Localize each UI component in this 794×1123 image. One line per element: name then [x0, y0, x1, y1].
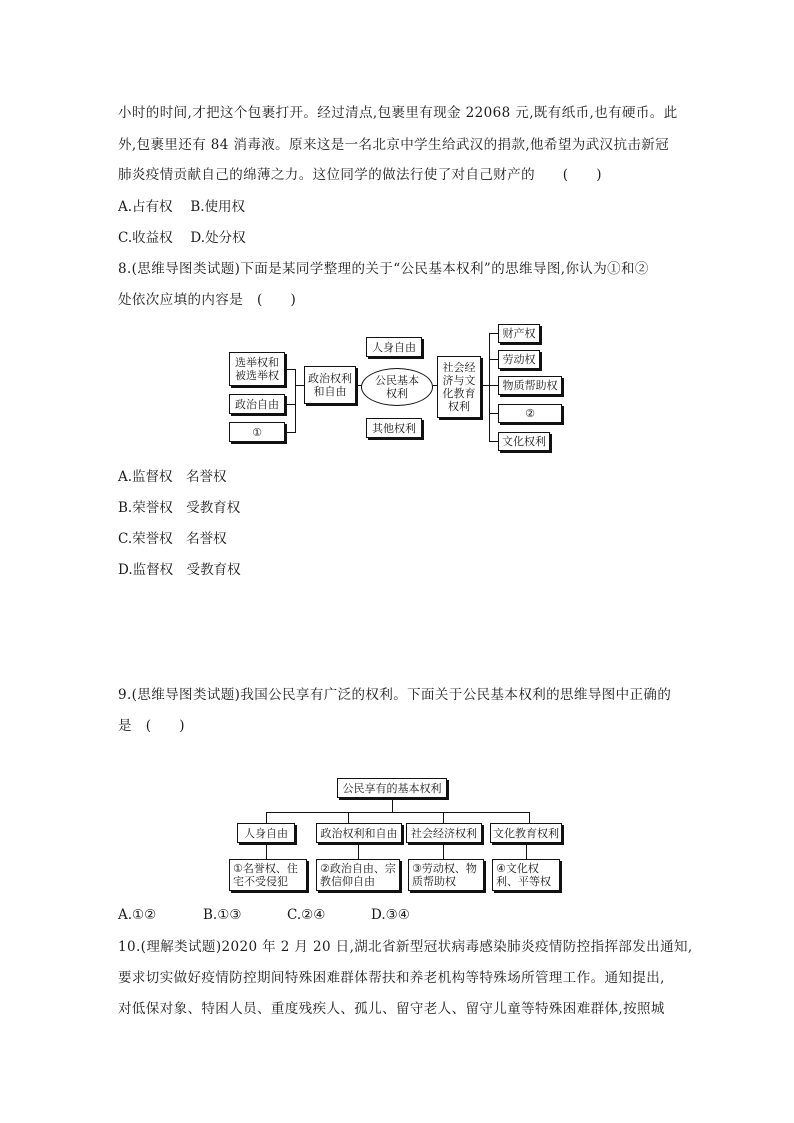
q9-connector [348, 812, 349, 823]
q7-line-3: 肺炎疫情贡献自己的绵薄之力。这位同学的做法行使了对自己财产的 ( ) [118, 167, 602, 183]
q9-connector [526, 845, 527, 859]
q9-option-d [371, 906, 410, 924]
q8-connector [489, 441, 498, 442]
q8-connector [489, 333, 498, 334]
q9-leaf-3: ③劳动权、物质帮助权 [408, 859, 484, 891]
q8-box-political-freedom: 政治自由 [229, 394, 285, 414]
q8-option-c: C.荣誉权 名誉权 [118, 531, 227, 547]
q9-option-b-text: B.①③ [203, 907, 242, 923]
q9-branch-culture: 文化教育权利 [490, 823, 562, 843]
q8-box-other-rights: 其他权利 [366, 418, 422, 438]
q8-option-d: D.监督权 受教育权 [118, 562, 241, 578]
q7-options-row-1: A.占有权 B.使用权 [118, 199, 246, 215]
q8-connector [489, 413, 498, 414]
q8-box-blank-2: ② [498, 404, 562, 423]
q8-socio-label: 社会经济与文化教育权利 [442, 361, 476, 413]
q9-option-a-text: A.①② [118, 907, 157, 923]
q10-line-3: 对低保对象、特困人员、重度残疾人、孤儿、留守老人、留守儿童等特殊困难群体,按照城 [118, 1001, 665, 1017]
q8-box-election-right: 选举权和被选举权 [229, 352, 285, 386]
q9-branch-political: 政治权利和自由 [316, 823, 402, 843]
q8-connector [489, 333, 490, 441]
q10-line-2: 要求切实做好疫情防控期间特殊困难群体帮扶和养老机构等特殊场所管理工作。通知提出, [118, 970, 665, 986]
q9-branch-socio: 社会经济权利 [406, 823, 482, 843]
q9-branch-personal: 人身自由 [237, 823, 295, 843]
q9-connector [392, 800, 393, 812]
q8-center-label: 公民基本权利 [375, 374, 419, 400]
q9-stem-line-1: 9.(思维导图类试题)我国公民享有广泛的权利。下面关于公民基本权利的思维导图中正确的 [118, 687, 672, 703]
q9-leaf-2: ②政治自由、宗教信仰自由 [316, 859, 400, 891]
q8-box-cultural-right: 文化权利 [498, 432, 550, 451]
q8-option-b: B.荣誉权 受教育权 [118, 500, 241, 516]
q8-connector [287, 404, 295, 405]
q8-connector [489, 359, 498, 360]
q8-box-labor-right: 劳动权 [498, 350, 540, 369]
q8-connector [295, 369, 296, 433]
q9-option-c [287, 906, 325, 924]
q9-option-c-text: C.②④ [287, 907, 326, 923]
q8-box-material-aid: 物质帮助权 [498, 376, 562, 395]
q8-box-socio-economic [437, 356, 481, 418]
q8-stem-line-1: 8.(思维导图类试题)下面是某同学整理的关于“公民基本权利”的思维导图,你认为①和② [118, 261, 649, 277]
q8-stem-line-2: 处依次应填的内容是 ( ) [118, 292, 297, 308]
q9-stem-line-2: 是 ( ) [118, 718, 185, 734]
q8-box-political-rights: 政治权利和自由 [304, 366, 356, 404]
q9-leaf-1: ①名誉权、住宅不受侵犯 [229, 859, 307, 891]
q8-box-blank-1: ① [229, 422, 285, 442]
q9-connector [266, 845, 267, 859]
q9-connector [266, 812, 267, 823]
q9-connector [529, 812, 530, 823]
q9-connector [443, 845, 444, 859]
q9-option-a [118, 906, 156, 924]
q9-option-b [203, 906, 241, 924]
q7-line-1: 小时的时间,才把这个包裹打开。经过清点,包裹里有现金 22068 元,既有纸币,也有硬币。此 [118, 105, 678, 121]
q9-connector [443, 812, 444, 823]
q10-line-1: 10.(理解类试题)2020 年 2 月 20 日,湖北省新型冠状病毒感染肺炎疫情防控指挥部发出通知, [118, 939, 693, 955]
q9-connector [266, 812, 530, 813]
q9-connector [358, 845, 359, 859]
q8-box-personal-freedom: 人身自由 [366, 337, 422, 357]
q7-line-2: 外,包裹里还有 84 消毒液。原来这是一名北京中学生给武汉的捐款,他希望为武汉抗击新冠 [118, 137, 670, 153]
q9-leaf-4: ④文化权利、平等权 [492, 859, 560, 891]
q8-connector [489, 385, 498, 386]
q9-root-node: 公民享有的基本权利 [337, 778, 447, 798]
q8-option-a: A.监督权 名誉权 [118, 469, 227, 485]
q8-connector [287, 369, 295, 370]
q7-options-row-2: C.收益权 D.处分权 [118, 230, 246, 246]
q8-box-property-right: 财产权 [498, 324, 540, 343]
q8-connector [295, 385, 304, 386]
q8-connector [287, 432, 295, 433]
q9-option-d-text: D.③④ [371, 907, 410, 923]
q8-center-node [361, 368, 433, 406]
